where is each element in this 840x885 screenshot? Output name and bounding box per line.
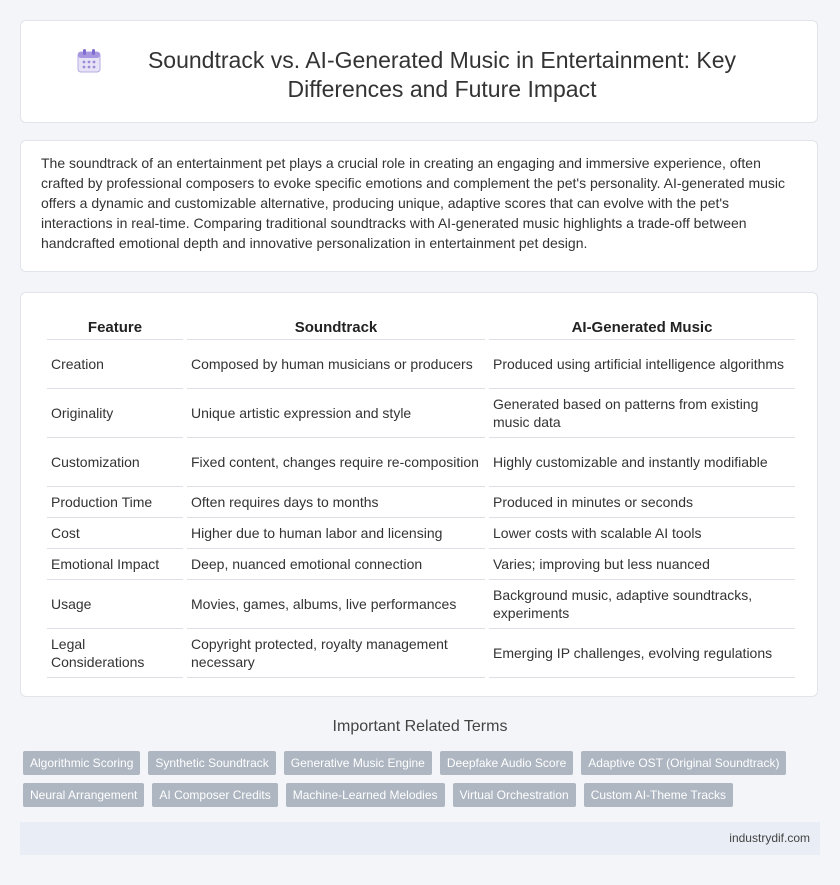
tag-algorithmic-scoring[interactable]: Algorithmic Scoring	[23, 751, 140, 775]
feature-cell: Emotional Impact	[47, 549, 183, 580]
soundtrack-cell: Composed by human musicians or producers	[187, 340, 485, 389]
tag-row	[23, 783, 813, 807]
ai-music-cell: Lower costs with scalable AI tools	[489, 518, 795, 549]
feature-cell: Legal Considerations	[47, 629, 183, 678]
intro-card	[20, 140, 818, 272]
ai-music-cell: Generated based on patterns from existing music data	[489, 389, 795, 438]
footer	[20, 822, 820, 855]
ai-music-cell: Emerging IP challenges, evolving regulations	[489, 629, 795, 678]
header-ai-music: AI-Generated Music	[489, 313, 795, 340]
related-terms-list	[23, 751, 813, 815]
soundtrack-cell: Copyright protected, royalty management necessary	[187, 629, 485, 678]
tag-machine-learned-melodies[interactable]: Machine-Learned Melodies	[286, 783, 445, 807]
feature-cell: Usage	[47, 580, 183, 629]
page-title: Soundtrack vs. AI-Generated Music in Entertainment: Key Differences and Future Impact	[147, 47, 737, 102]
feature-cell: Production Time	[47, 487, 183, 518]
tag-virtual-orchestration[interactable]: Virtual Orchestration	[453, 783, 576, 807]
comparison-card	[20, 292, 818, 697]
comparison-table	[43, 313, 799, 678]
title-card	[20, 20, 818, 123]
header-feature: Feature	[47, 313, 183, 340]
related-terms-heading: Important Related Terms	[332, 718, 508, 735]
ai-music-cell: Highly customizable and instantly modifiable	[489, 438, 795, 487]
table-row	[47, 389, 795, 438]
soundtrack-cell: Unique artistic expression and style	[187, 389, 485, 438]
feature-cell: Creation	[47, 340, 183, 389]
ai-music-cell: Produced using artificial intelligence algorithms	[489, 340, 795, 389]
tag-ai-composer-credits[interactable]: AI Composer Credits	[152, 783, 277, 807]
ai-music-cell: Background music, adaptive soundtracks, experiments	[489, 580, 795, 629]
footer-source: industrydif.com	[729, 831, 810, 845]
intro-paragraph: The soundtrack of an entertainment pet plays a crucial role in creating an engaging and immersive experience, often crafted by professional composers to evoke specific emotions and complement the pet's personality. AI-generated music offers a dynamic and customizable alternative, producing unique, adaptive scores that can evolve with the pet's interactions in real-time. Comparing traditional soundtracks with AI-generated music highlights a trade-off between handcrafted emotional depth and innovative personalization in entertainment pet design.	[41, 155, 786, 251]
tag-adaptive-ost[interactable]: Adaptive OST (Original Soundtrack)	[581, 751, 786, 775]
table-row	[47, 580, 795, 629]
ai-music-cell: Varies; improving but less nuanced	[489, 549, 795, 580]
soundtrack-cell: Movies, games, albums, live performances	[187, 580, 485, 629]
feature-cell: Customization	[47, 438, 183, 487]
table-row	[47, 487, 795, 518]
header-soundtrack: Soundtrack	[187, 313, 485, 340]
table-row	[47, 518, 795, 549]
table-row	[47, 340, 795, 389]
soundtrack-cell: Deep, nuanced emotional connection	[187, 549, 485, 580]
tag-generative-music-engine[interactable]: Generative Music Engine	[284, 751, 432, 775]
table-row	[47, 438, 795, 487]
soundtrack-cell: Fixed content, changes require re-composition	[187, 438, 485, 487]
tag-neural-arrangement[interactable]: Neural Arrangement	[23, 783, 144, 807]
soundtrack-cell: Higher due to human labor and licensing	[187, 518, 485, 549]
table-row	[47, 549, 795, 580]
tag-row	[23, 751, 813, 775]
soundtrack-cell: Often requires days to months	[187, 487, 485, 518]
calendar-icon	[76, 48, 102, 74]
tag-custom-ai-theme-tracks[interactable]: Custom AI-Theme Tracks	[584, 783, 733, 807]
table-header-row	[47, 313, 795, 340]
tag-synthetic-soundtrack[interactable]: Synthetic Soundtrack	[148, 751, 275, 775]
feature-cell: Originality	[47, 389, 183, 438]
feature-cell: Cost	[47, 518, 183, 549]
table-row	[47, 629, 795, 678]
ai-music-cell: Produced in minutes or seconds	[489, 487, 795, 518]
tag-deepfake-audio-score[interactable]: Deepfake Audio Score	[440, 751, 573, 775]
